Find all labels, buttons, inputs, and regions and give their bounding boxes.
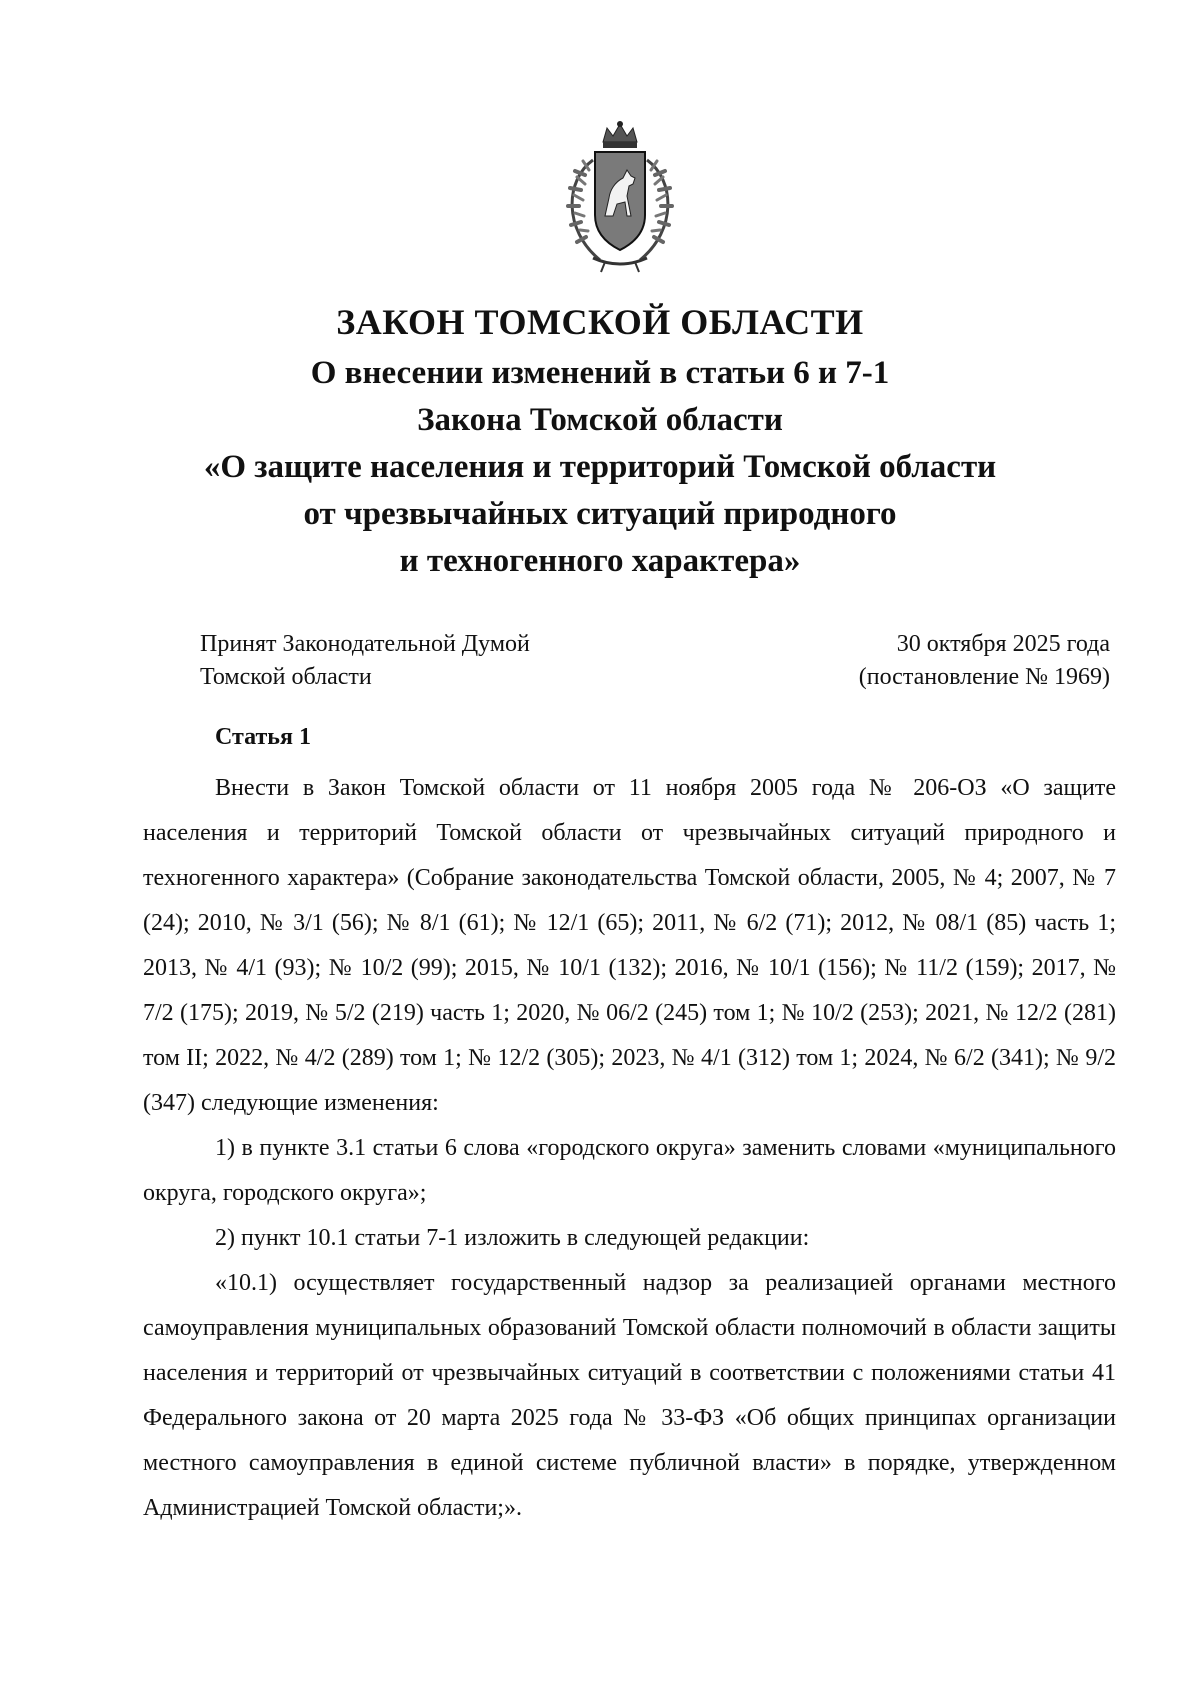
subtitle-line: «О защите населения и территорий Томской области: [203, 449, 997, 485]
adoption-date: 30 октября 2025 года: [896, 631, 1110, 657]
adopted-by-line: Томской области: [200, 664, 372, 690]
article-body: [143, 722, 1116, 1531]
document-title-block: [100, 300, 1100, 585]
article-paragraph: 2) пункт 10.1 статьи 7-1 изложить в следующей редакции:: [215, 1225, 810, 1251]
adopted-by: [200, 628, 530, 694]
adopted-by-line: Принят Законодательной Думой: [200, 631, 530, 657]
resolution-number: (постановление № 1969): [858, 664, 1110, 690]
adoption-date-block: [859, 628, 1110, 694]
subtitle-line: О внесении изменений в статьи 6 и 7-1: [310, 355, 890, 391]
subtitle-line: и техногенного характера»: [399, 543, 801, 579]
subtitle-line: от чрезвычайных ситуаций природного: [303, 496, 897, 532]
article-paragraph: «10.1) осуществляет государственный надзор за реализацией органами местного самоуправления муниципальных образований Томской области полномочий в области защиты населения и территорий от чрезвычайных ситуаций в соответствии с положениями статьи 41 Федерального закона от 20 марта 2025 года № 33-ФЗ «Об общих принципах организации местного самоуправления в единой системе публичной власти» в порядке, утвержденном Администрацией Томской области;».: [143, 1270, 1116, 1521]
article-heading: Статья 1: [215, 724, 311, 750]
coat-of-arms-icon: [555, 120, 685, 275]
subtitle-line: Закона Томской области: [417, 402, 783, 438]
article-paragraph: 1) в пункте 3.1 статьи 6 слова «городского округа» заменить словами «муниципального округа, городского округа»;: [143, 1135, 1116, 1206]
document-subtitle: [100, 350, 1100, 585]
article-paragraph: Внести в Закон Томской области от 11 ноября 2005 года № 206-ОЗ «О защите населения и территорий Томской области от чрезвычайных ситуаций природного и техногенного характера» (Собрание законодательства Томской области, 2005, № 4; 2007, № 7 (24); 2010, № 3/1 (56); № 8/1 (61); № 12/1 (65); 2011, № 6/2 (71); 2012, № 08/1 (85) часть 1; 2013, № 4/1 (93); № 10/2 (99); 2015, № 10/1 (132); 2016, № 10/1 (156); № 11/2 (159); 2017, № 7/2 (175); 2019, № 5/2 (219) часть 1; 2020, № 06/2 (245) том 1; № 10/2 (253); 2021, № 12/2 (281) том II; 2022, № 4/2 (289) том 1; № 12/2 (305); 2023, № 4/1 (312) том 1; 2024, № 6/2 (341); № 9/2 (347) следующие изменения:: [143, 775, 1116, 1116]
document-title: ЗАКОН ТОМСКОЙ ОБЛАСТИ: [336, 302, 864, 342]
